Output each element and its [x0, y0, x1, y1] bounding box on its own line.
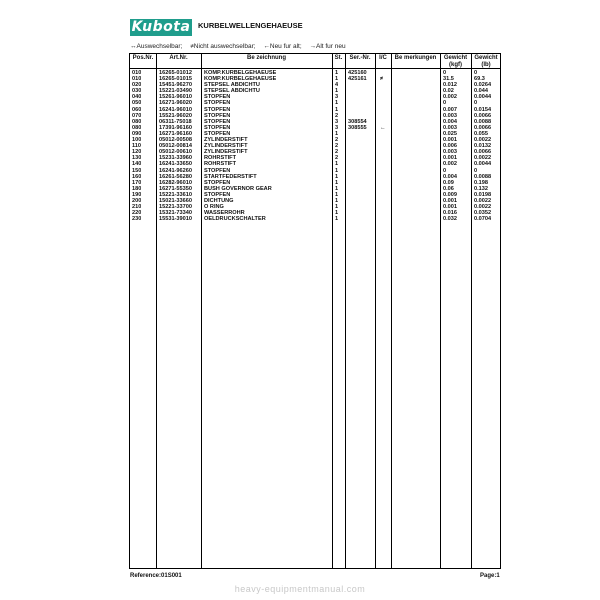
cell-desc: STOPFEN: [204, 130, 231, 137]
cell-desc: ZYLINDERSTIFT: [204, 149, 248, 156]
cell-kgf: 0.002: [443, 161, 457, 168]
cell-art: 05012-00508: [159, 137, 192, 144]
cell-qty: 1: [335, 179, 339, 186]
cell-pos: 090: [132, 130, 142, 137]
page-number: Page:1: [480, 573, 500, 579]
cell-kgf: 0.009: [443, 191, 457, 198]
cell-art: 15261-96010: [159, 94, 192, 101]
cell-desc: ZYLINDERSTIFT: [204, 143, 248, 150]
cell-art: 05012-00814: [159, 143, 192, 150]
cell-pos: 230: [132, 216, 142, 223]
cell-kgf: 0.016: [443, 210, 457, 217]
cell-desc: STOPFEN: [204, 191, 231, 198]
cell-lb: 0.132: [474, 185, 488, 192]
cell-lb: 0.0066: [474, 124, 492, 131]
cell-pos: 080: [132, 118, 142, 125]
cell-pos: 070: [132, 112, 142, 119]
interchangeability-legend: [130, 43, 352, 50]
cell-art: 17391-96160: [159, 124, 192, 131]
cell-pos: 220: [132, 210, 142, 217]
cell-pos: 180: [132, 185, 142, 192]
cell-lb: 0: [474, 167, 478, 174]
header-pos: Pos.Nr.: [132, 55, 154, 61]
cell-art: 06311-75018: [159, 118, 192, 125]
cell-lb: 0.0044: [474, 161, 492, 168]
cell-desc: KOMP.KURBELGEHAEUSE: [204, 70, 277, 76]
cell-qty: 1: [335, 100, 339, 107]
cell-pos: 190: [132, 191, 142, 198]
cell-lb: 0.055: [474, 130, 488, 137]
cell-kgf: 0.09: [443, 179, 454, 186]
cell-lb: 0.0022: [474, 137, 492, 144]
cell-lb: 0.044: [474, 88, 488, 95]
header-description: Be zeichnung: [246, 55, 286, 61]
cell-qty: 1: [335, 76, 339, 83]
cell-art: 16271-55350: [159, 185, 192, 192]
cell-kgf: 0.032: [443, 216, 457, 223]
cell-art: 15321-73340: [159, 210, 192, 217]
cell-desc: STOPFEN: [204, 118, 231, 125]
cell-art: 15221-33700: [159, 204, 192, 211]
cell-pos: 010: [132, 76, 142, 83]
cell-qty: 1: [335, 185, 339, 192]
cell-art: 05012-00610: [159, 149, 192, 156]
watermark: heavy-equipmentmanual.com: [234, 584, 366, 594]
cell-art: 15451-96270: [159, 82, 192, 89]
cell-pos: 150: [132, 167, 142, 174]
cell-qty: 2: [335, 149, 339, 156]
cell-desc: O RING: [204, 204, 224, 211]
cell-desc: WASSERROHR: [204, 210, 245, 217]
cell-desc: OELDRUCKSCHALTER: [204, 216, 266, 223]
cell-pos: 020: [132, 82, 142, 89]
cell-kgf: 0: [443, 100, 447, 107]
cell-kgf: 0.004: [443, 173, 457, 180]
cell-kgf: 0: [443, 70, 447, 76]
page-title: KURBELWELLENGEHAEUSE: [198, 21, 303, 30]
header-art: Art.Nr.: [169, 55, 188, 61]
cell-qty: 1: [335, 88, 339, 95]
cell-pos: 030: [132, 88, 142, 95]
cell-lb: 0.0352: [474, 210, 492, 217]
cell-art: 15231-33960: [159, 155, 192, 162]
cell-art: 16265-01015: [159, 76, 192, 83]
cell-art: 15531-39010: [159, 216, 192, 223]
header-serial: Ser.-Nr.: [349, 55, 371, 61]
cell-pos: 160: [132, 173, 142, 180]
cell-kgf: 0.002: [443, 94, 457, 101]
cell-pos: 080: [132, 124, 142, 131]
cell-lb: 0.0022: [474, 204, 492, 211]
cell-art: 16271-96020: [159, 100, 192, 107]
cell-kgf: 0.004: [443, 118, 457, 125]
cell-lb: 0: [474, 100, 478, 107]
cell-pos: 120: [132, 149, 142, 156]
cell-qty: 1: [335, 204, 339, 211]
cell-kgf: 0.001: [443, 155, 457, 162]
cell-qty: 1: [335, 173, 339, 180]
cell-lb: 69.3: [474, 76, 485, 83]
cell-kgf: 0.001: [443, 137, 457, 144]
cell-art: 16241-96010: [159, 106, 192, 113]
cell-qty: 2: [335, 143, 339, 150]
header-ic: I/C: [379, 55, 387, 61]
kubota-logo: Kubota: [131, 19, 191, 35]
cell-lb: 0.198: [474, 179, 488, 186]
cell-desc: STOPFEN: [204, 94, 231, 101]
cell-lb: 0.0022: [474, 197, 492, 204]
cell-desc: STOPFEN: [204, 179, 231, 186]
cell-art: 15221-33610: [159, 191, 192, 198]
cell-kgf: 0.025: [443, 130, 457, 137]
cell-desc: STEPSEL ABDICHTU: [204, 88, 260, 95]
cell-pos: 050: [132, 100, 142, 107]
header-weight-kgf: Gewicht (kgf): [443, 55, 468, 68]
cell-qty: 2: [335, 137, 339, 144]
cell-art: 15021-33660: [159, 197, 192, 204]
cell-kgf: 0.006: [443, 143, 457, 150]
cell-art: 15221-03490: [159, 88, 192, 95]
cell-kgf: 0.003: [443, 112, 457, 119]
cell-qty: 1: [335, 210, 339, 217]
legend-old-for-new: →Alt fur neu: [309, 43, 346, 50]
cell-desc: STOPFEN: [204, 106, 231, 113]
header-weight-lb: Gewicht (lb): [474, 55, 498, 68]
cell-art: 16265-01012: [159, 70, 192, 76]
header-divider: [130, 68, 500, 69]
legend-new-for-old: ←Neu fur alt;: [263, 43, 302, 50]
cell-kgf: 0.003: [443, 149, 457, 156]
cell-desc: ROHRSTIFT: [204, 155, 237, 162]
cell-desc: STEPSEL ABDICHTU: [204, 82, 260, 89]
legend-interchangeable: ↔Auswechselbar;: [130, 43, 183, 50]
cell-lb: 0.0022: [474, 155, 492, 162]
cell-pos: 140: [132, 161, 142, 168]
cell-kgf: 0.06: [443, 185, 454, 192]
cell-desc: STOPFEN: [204, 112, 231, 119]
table-row: [130, 216, 500, 222]
cell-lb: 0.0088: [474, 118, 492, 125]
cell-kgf: 0.001: [443, 197, 457, 204]
cell-kgf: 0: [443, 167, 447, 174]
cell-ic: ≠: [380, 76, 384, 83]
legend-not-interchangeable: ≠Nicht auswechselbar;: [190, 43, 256, 50]
cell-qty: 1: [335, 167, 339, 174]
cell-art: 16261-56280: [159, 173, 192, 180]
cell-qty: 1: [335, 216, 339, 223]
cell-pos: 110: [132, 143, 142, 150]
cell-pos: 170: [132, 179, 142, 186]
cell-qty: 1: [335, 197, 339, 204]
cell-serial: 308554: [348, 118, 367, 125]
cell-desc: STOPFEN: [204, 100, 231, 107]
cell-art: 16241-33650: [159, 161, 192, 168]
cell-qty: 1: [335, 191, 339, 198]
cell-lb: 0.0044: [474, 94, 492, 101]
cell-serial: 425161: [348, 76, 367, 83]
cell-lb: 0.0066: [474, 149, 492, 156]
cell-kgf: 0.007: [443, 106, 457, 113]
cell-pos: 060: [132, 106, 142, 113]
cell-desc: DICHTUNG: [204, 197, 234, 204]
cell-desc: STARTFEDERSTIFT: [204, 173, 257, 180]
cell-desc: ZYLINDERSTIFT: [204, 137, 248, 144]
header-remarks: Be merkungen: [394, 55, 437, 61]
cell-desc: KOMP.KURBELGEHAEUSE: [204, 76, 277, 83]
cell-pos: 200: [132, 197, 142, 204]
cell-kgf: 0.003: [443, 124, 457, 131]
cell-art: 16241-96260: [159, 167, 192, 174]
cell-ic: ←: [380, 124, 386, 131]
cell-lb: 0.0264: [474, 82, 492, 89]
cell-qty: 1: [335, 106, 339, 113]
cell-serial: 308555: [348, 124, 367, 131]
cell-desc: ROHRSTIFT: [204, 161, 237, 168]
cell-pos: 010: [132, 70, 142, 76]
cell-qty: 1: [335, 70, 339, 76]
cell-pos: 100: [132, 137, 142, 144]
cell-qty: 1: [335, 161, 339, 168]
header-quantity: St.: [334, 55, 343, 61]
cell-desc: STOPFEN: [204, 124, 231, 131]
cell-kgf: 31.5: [443, 76, 454, 83]
cell-lb: 0.0066: [474, 112, 492, 119]
cell-qty: 4: [335, 82, 339, 89]
cell-lb: 0.0088: [474, 173, 492, 180]
cell-pos: 130: [132, 155, 142, 162]
cell-lb: 0.0154: [474, 106, 492, 113]
cell-qty: 3: [335, 94, 339, 101]
cell-qty: 2: [335, 155, 339, 162]
cell-kgf: 0.02: [443, 88, 454, 95]
cell-art: 16282-96010: [159, 179, 192, 186]
cell-desc: STOPFEN: [204, 167, 231, 174]
cell-kgf: 0.001: [443, 204, 457, 211]
cell-kgf: 0.012: [443, 82, 457, 89]
cell-qty: 3: [335, 124, 339, 131]
cell-qty: 3: [335, 118, 339, 125]
cell-lb: 0: [474, 70, 478, 76]
cell-lb: 0.0704: [474, 216, 492, 223]
cell-lb: 0.0132: [474, 143, 492, 150]
parts-table: [129, 53, 501, 569]
cell-serial: 425160: [348, 70, 367, 76]
cell-lb: 0.0198: [474, 191, 492, 198]
cell-desc: BUSH GOVERNOR GEAR: [204, 185, 272, 192]
cell-art: 16271-96160: [159, 130, 192, 137]
reference-label: Reference:01S001: [130, 573, 182, 579]
table-body: [130, 70, 500, 222]
cell-art: 15521-96020: [159, 112, 192, 119]
cell-qty: 2: [335, 112, 339, 119]
cell-qty: 1: [335, 130, 339, 137]
cell-pos: 210: [132, 204, 142, 211]
cell-pos: 040: [132, 94, 142, 101]
